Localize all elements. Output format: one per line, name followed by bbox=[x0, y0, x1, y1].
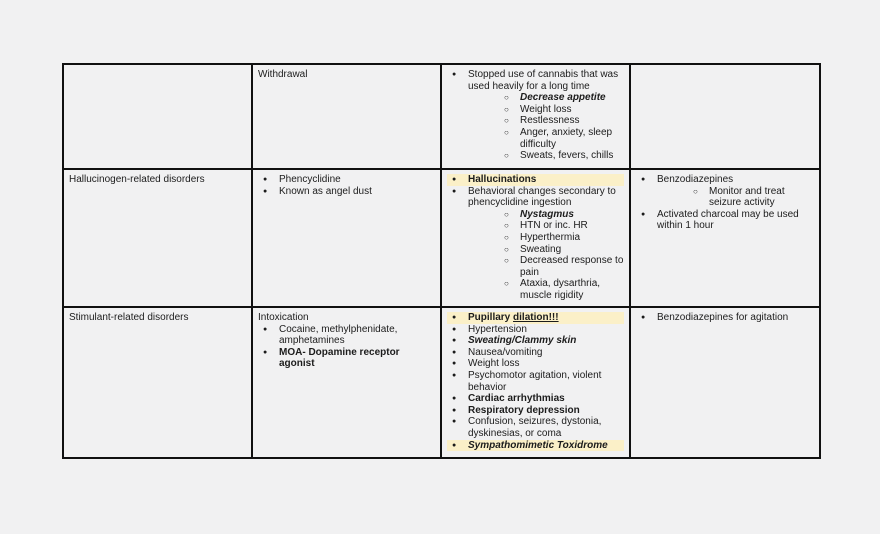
list-item: ● Sweating/Clammy skin bbox=[447, 335, 624, 347]
list-item: ○ Ataxia, dysarthria, muscle rigidity bbox=[468, 278, 624, 301]
list-item: ○ Decreased response to pain bbox=[468, 255, 624, 278]
table-row bbox=[63, 64, 820, 169]
disorder-cell: Stimulant-related disorders bbox=[63, 307, 252, 458]
list-item: ● Benzodiazepines ○ Monitor and treat seizure activity bbox=[636, 174, 814, 209]
list-item: ● Stopped use of cannabis that was used heavily for a long time ○ Decrease appetite ○ Weight loss ○ Restlessness ○ Anger, anxiety, sleep difficulty ○ Sweats, fevers, chills bbox=[447, 69, 624, 162]
treatment-cell bbox=[630, 169, 820, 307]
list-item: ○ Decrease appetite bbox=[468, 92, 624, 104]
list-item: ● Activated charcoal may be used within 1 hour bbox=[636, 209, 814, 232]
list-item: ● Nausea/vomiting bbox=[447, 347, 624, 359]
list-item: ● Behavioral changes secondary to phencyclidine ingestion ○ Nystagmus ○ HTN or inc. HR ○ Hyperthermia ○ Sweating ○ Decreased response to pain ○ Ataxia, dysarthria, muscle rigidity bbox=[447, 186, 624, 302]
list-item: ○ Weight loss bbox=[468, 104, 624, 116]
list-item: ● Weight loss bbox=[447, 358, 624, 370]
list-item: ● Hypertension bbox=[447, 324, 624, 336]
list-item: ● MOA- Dopamine receptor agonist bbox=[258, 347, 435, 370]
list-item: ○ HTN or inc. HR bbox=[468, 220, 624, 232]
table-row bbox=[63, 169, 820, 307]
list-item: ● Respiratory depression bbox=[447, 405, 624, 417]
treatment-cell bbox=[630, 64, 820, 169]
substance-cell bbox=[252, 169, 441, 307]
list-item: ○ Nystagmus bbox=[468, 209, 624, 221]
list-item: ○ Hyperthermia bbox=[468, 232, 624, 244]
substance-cell bbox=[252, 307, 441, 458]
list-item: ○ Monitor and treat seizure activity bbox=[657, 186, 814, 209]
list-item: ○ Sweating bbox=[468, 244, 624, 256]
list-item: ● Pupillary dilation!!! bbox=[447, 312, 624, 324]
list-item: ● Known as angel dust bbox=[258, 186, 435, 198]
list-item: ● Cardiac arrhythmias bbox=[447, 393, 624, 405]
list-item: ○ Sweats, fevers, chills bbox=[468, 150, 624, 162]
symptoms-cell bbox=[441, 307, 630, 458]
disorder-cell bbox=[63, 64, 252, 169]
intoxication-label: Intoxication bbox=[258, 312, 309, 323]
list-item: ● Cocaine, methylphenidate, amphetamines bbox=[258, 324, 435, 347]
list-item: ● Phencyclidine bbox=[258, 174, 435, 186]
symptoms-cell bbox=[441, 169, 630, 307]
list-item: ● Benzodiazepines for agitation bbox=[636, 312, 814, 324]
withdrawal-label: Withdrawal bbox=[258, 69, 308, 80]
list-item: ● Sympathomimetic Toxidrome bbox=[447, 440, 624, 452]
list-item: ○ Restlessness bbox=[468, 115, 624, 127]
list-item: ● Hallucinations bbox=[447, 174, 624, 186]
list-item: ● Confusion, seizures, dystonia, dyskinesias, or coma bbox=[447, 416, 624, 439]
list-item: ● Psychomotor agitation, violent behavior bbox=[447, 370, 624, 393]
symptoms-cell bbox=[441, 64, 630, 169]
substance-cell bbox=[252, 64, 441, 169]
disorder-cell: Hallucinogen-related disorders bbox=[63, 169, 252, 307]
treatment-cell bbox=[630, 307, 820, 458]
list-item: ○ Anger, anxiety, sleep difficulty bbox=[468, 127, 624, 150]
substance-disorders-table bbox=[62, 63, 821, 459]
table-row bbox=[63, 307, 820, 458]
